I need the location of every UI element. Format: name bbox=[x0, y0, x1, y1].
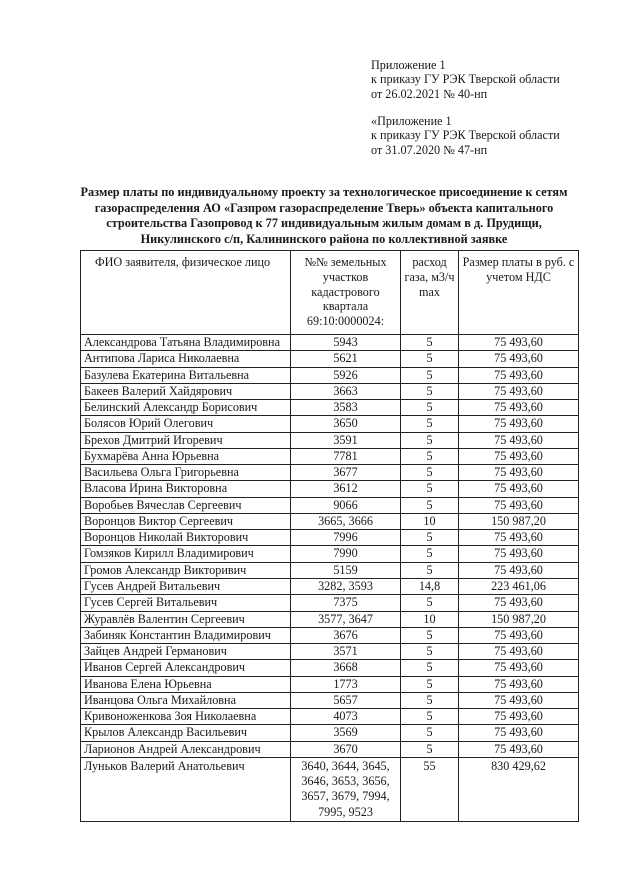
cell-fee: 75 493,60 bbox=[459, 676, 579, 692]
table-row bbox=[81, 416, 579, 432]
table-row bbox=[81, 335, 579, 351]
cell-plot-numbers: 3591 bbox=[291, 432, 401, 448]
cell-plot-numbers: 9066 bbox=[291, 497, 401, 513]
cell-applicant-name: Луньков Валерий Анатольевич bbox=[81, 757, 291, 821]
cell-fee: 75 493,60 bbox=[459, 595, 579, 611]
cell-applicant-name: Воронцов Николай Викторович bbox=[81, 530, 291, 546]
cell-plot-numbers: 1773 bbox=[291, 676, 401, 692]
table-row bbox=[81, 709, 579, 725]
cell-applicant-name: Бухмарёва Анна Юрьевна bbox=[81, 448, 291, 464]
appendix-line: Приложение 1 bbox=[371, 58, 446, 72]
cell-gas-flow: 5 bbox=[401, 351, 459, 367]
table-row bbox=[81, 432, 579, 448]
cell-fee: 75 493,60 bbox=[459, 383, 579, 399]
cell-applicant-name: Базулева Екатерина Витальевна bbox=[81, 367, 291, 383]
table-row bbox=[81, 644, 579, 660]
cell-plot-numbers: 3663 bbox=[291, 383, 401, 399]
cell-fee: 75 493,60 bbox=[459, 644, 579, 660]
cell-plot-numbers: 3571 bbox=[291, 644, 401, 660]
cell-plot-numbers: 3640, 3644, 3645, 3646, 3653, 3656, 3657, 3679, 7994, 7995, 9523 bbox=[291, 757, 401, 821]
header-gas-flow: расход газа, м3/ч max bbox=[401, 251, 459, 335]
cell-gas-flow: 5 bbox=[401, 741, 459, 757]
cell-plot-numbers: 7781 bbox=[291, 448, 401, 464]
header-plot-numbers: №№ земельных участков кадастрового квартала 69:10:0000024: bbox=[291, 251, 401, 335]
table-row bbox=[81, 741, 579, 757]
table-row bbox=[81, 383, 579, 399]
cell-plot-numbers: 5943 bbox=[291, 335, 401, 351]
cell-gas-flow: 5 bbox=[401, 448, 459, 464]
cell-gas-flow: 5 bbox=[401, 416, 459, 432]
cell-plot-numbers: 5159 bbox=[291, 562, 401, 578]
document-title: Размер платы по индивидуальному проекту за технологическое присоединение к сетям газораспределения АО «Газпром газораспределение Тверь» объекта капитального строительства Газопровод к 77 индивидуальным жилым домам в д. Прудищи, Никулинского с/п, Калининского района по коллективной заявке bbox=[80, 185, 568, 246]
cell-gas-flow: 5 bbox=[401, 465, 459, 481]
appendix-line: от 31.07.2020 № 47-нп bbox=[371, 142, 488, 157]
cell-fee: 75 493,60 bbox=[459, 725, 579, 741]
table-row bbox=[81, 465, 579, 481]
cell-gas-flow: 5 bbox=[401, 692, 459, 708]
table-row bbox=[81, 497, 579, 513]
cell-gas-flow: 10 bbox=[401, 513, 459, 529]
cell-plot-numbers: 3650 bbox=[291, 416, 401, 432]
cell-applicant-name: Гомзяков Кирилл Владимирович bbox=[81, 546, 291, 562]
cell-fee: 75 493,60 bbox=[459, 692, 579, 708]
cell-plot-numbers: 3668 bbox=[291, 660, 401, 676]
cell-gas-flow: 5 bbox=[401, 562, 459, 578]
table-row bbox=[81, 725, 579, 741]
cell-fee: 150 987,20 bbox=[459, 611, 579, 627]
cell-applicant-name: Зайцев Андрей Германович bbox=[81, 644, 291, 660]
cell-fee: 150 987,20 bbox=[459, 513, 579, 529]
cell-fee: 75 493,60 bbox=[459, 562, 579, 578]
cell-fee: 75 493,60 bbox=[459, 465, 579, 481]
cell-fee: 75 493,60 bbox=[459, 432, 579, 448]
cell-gas-flow: 14,8 bbox=[401, 578, 459, 594]
cell-applicant-name: Васильева Ольга Григорьевна bbox=[81, 465, 291, 481]
cell-fee: 75 493,60 bbox=[459, 497, 579, 513]
table-row bbox=[81, 546, 579, 562]
cell-gas-flow: 5 bbox=[401, 400, 459, 416]
cell-fee: 75 493,60 bbox=[459, 416, 579, 432]
cell-applicant-name: Громов Александр Викторивич bbox=[81, 562, 291, 578]
cell-gas-flow: 5 bbox=[401, 367, 459, 383]
cell-plot-numbers: 5657 bbox=[291, 692, 401, 708]
cell-gas-flow: 5 bbox=[401, 595, 459, 611]
cell-applicant-name: Журавлёв Валентин Сергеевич bbox=[81, 611, 291, 627]
cell-fee: 75 493,60 bbox=[459, 530, 579, 546]
table-body bbox=[81, 335, 579, 822]
cell-applicant-name: Брехов Дмитрий Игоревич bbox=[81, 432, 291, 448]
cell-fee: 75 493,60 bbox=[459, 481, 579, 497]
cell-applicant-name: Болясов Юрий Олегович bbox=[81, 416, 291, 432]
appendix-line: к приказу ГУ РЭК Тверской области bbox=[371, 72, 560, 87]
cell-gas-flow: 55 bbox=[401, 757, 459, 821]
cell-plot-numbers: 3612 bbox=[291, 481, 401, 497]
cell-applicant-name: Гусев Сергей Витальевич bbox=[81, 595, 291, 611]
cell-plot-numbers: 7990 bbox=[291, 546, 401, 562]
cell-applicant-name: Воробьев Вячеслав Сергеевич bbox=[81, 497, 291, 513]
cell-plot-numbers: 3665, 3666 bbox=[291, 513, 401, 529]
cell-plot-numbers: 7375 bbox=[291, 595, 401, 611]
cell-fee: 75 493,60 bbox=[459, 546, 579, 562]
table-row bbox=[81, 578, 579, 594]
cell-fee: 75 493,60 bbox=[459, 660, 579, 676]
cell-gas-flow: 5 bbox=[401, 627, 459, 643]
table-row bbox=[81, 757, 579, 821]
cell-plot-numbers: 3583 bbox=[291, 400, 401, 416]
table-row bbox=[81, 400, 579, 416]
cell-gas-flow: 5 bbox=[401, 383, 459, 399]
cell-applicant-name: Ларионов Андрей Александрович bbox=[81, 741, 291, 757]
cell-gas-flow: 5 bbox=[401, 546, 459, 562]
cell-plot-numbers: 7996 bbox=[291, 530, 401, 546]
cell-applicant-name: Забиняк Константин Владимирович bbox=[81, 627, 291, 643]
cell-plot-numbers: 3670 bbox=[291, 741, 401, 757]
table-row bbox=[81, 351, 579, 367]
cell-gas-flow: 5 bbox=[401, 530, 459, 546]
cell-plot-numbers: 3676 bbox=[291, 627, 401, 643]
appendix-line: к приказу ГУ РЭК Тверской области bbox=[371, 128, 560, 143]
table-header-row bbox=[81, 251, 579, 335]
cell-fee: 75 493,60 bbox=[459, 367, 579, 383]
header-applicant-name: ФИО заявителя, физическое лицо bbox=[81, 251, 291, 335]
cell-fee: 75 493,60 bbox=[459, 709, 579, 725]
table-row bbox=[81, 595, 579, 611]
cell-plot-numbers: 4073 bbox=[291, 709, 401, 725]
cell-applicant-name: Бакеев Валерий Хайдярович bbox=[81, 383, 291, 399]
table-row bbox=[81, 481, 579, 497]
cell-gas-flow: 5 bbox=[401, 335, 459, 351]
cell-applicant-name: Александрова Татьяна Владимировна bbox=[81, 335, 291, 351]
cell-fee: 223 461,06 bbox=[459, 578, 579, 594]
fee-table bbox=[80, 250, 579, 822]
cell-plot-numbers: 3569 bbox=[291, 725, 401, 741]
cell-applicant-name: Воронцов Виктор Сергеевич bbox=[81, 513, 291, 529]
table-row bbox=[81, 562, 579, 578]
table-row bbox=[81, 367, 579, 383]
cell-applicant-name: Иванова Елена Юрьевна bbox=[81, 676, 291, 692]
cell-fee: 830 429,62 bbox=[459, 757, 579, 821]
cell-fee: 75 493,60 bbox=[459, 627, 579, 643]
cell-applicant-name: Иванов Сергей Александрович bbox=[81, 660, 291, 676]
cell-applicant-name: Кривоноженкова Зоя Николаевна bbox=[81, 709, 291, 725]
cell-plot-numbers: 3677 bbox=[291, 465, 401, 481]
appendix-reference-current bbox=[371, 58, 621, 101]
table-row bbox=[81, 611, 579, 627]
appendix-reference-previous bbox=[371, 114, 621, 157]
cell-applicant-name: Белинский Александр Борисович bbox=[81, 400, 291, 416]
cell-fee: 75 493,60 bbox=[459, 351, 579, 367]
cell-gas-flow: 5 bbox=[401, 497, 459, 513]
cell-gas-flow: 5 bbox=[401, 725, 459, 741]
cell-fee: 75 493,60 bbox=[459, 335, 579, 351]
cell-plot-numbers: 3577, 3647 bbox=[291, 611, 401, 627]
cell-fee: 75 493,60 bbox=[459, 741, 579, 757]
appendix-line: от 26.02.2021 № 40-нп bbox=[371, 86, 488, 101]
cell-applicant-name: Иванцова Ольга Михайловна bbox=[81, 692, 291, 708]
appendix-line: «Приложение 1 bbox=[371, 114, 452, 128]
header-fee: Размер платы в руб. с учетом НДС bbox=[459, 251, 579, 335]
table-row bbox=[81, 692, 579, 708]
table-row bbox=[81, 676, 579, 692]
cell-gas-flow: 5 bbox=[401, 644, 459, 660]
cell-gas-flow: 5 bbox=[401, 432, 459, 448]
cell-gas-flow: 5 bbox=[401, 660, 459, 676]
cell-plot-numbers: 5926 bbox=[291, 367, 401, 383]
cell-applicant-name: Власова Ирина Викторовна bbox=[81, 481, 291, 497]
cell-fee: 75 493,60 bbox=[459, 448, 579, 464]
table-row bbox=[81, 627, 579, 643]
cell-gas-flow: 5 bbox=[401, 676, 459, 692]
cell-plot-numbers: 5621 bbox=[291, 351, 401, 367]
cell-gas-flow: 10 bbox=[401, 611, 459, 627]
table-row bbox=[81, 660, 579, 676]
cell-plot-numbers: 3282, 3593 bbox=[291, 578, 401, 594]
cell-applicant-name: Крылов Александр Васильевич bbox=[81, 725, 291, 741]
table-row bbox=[81, 513, 579, 529]
cell-applicant-name: Антипова Лариса Николаевна bbox=[81, 351, 291, 367]
cell-fee: 75 493,60 bbox=[459, 400, 579, 416]
table-row bbox=[81, 448, 579, 464]
table-row bbox=[81, 530, 579, 546]
cell-applicant-name: Гусев Андрей Витальевич bbox=[81, 578, 291, 594]
cell-gas-flow: 5 bbox=[401, 709, 459, 725]
cell-gas-flow: 5 bbox=[401, 481, 459, 497]
